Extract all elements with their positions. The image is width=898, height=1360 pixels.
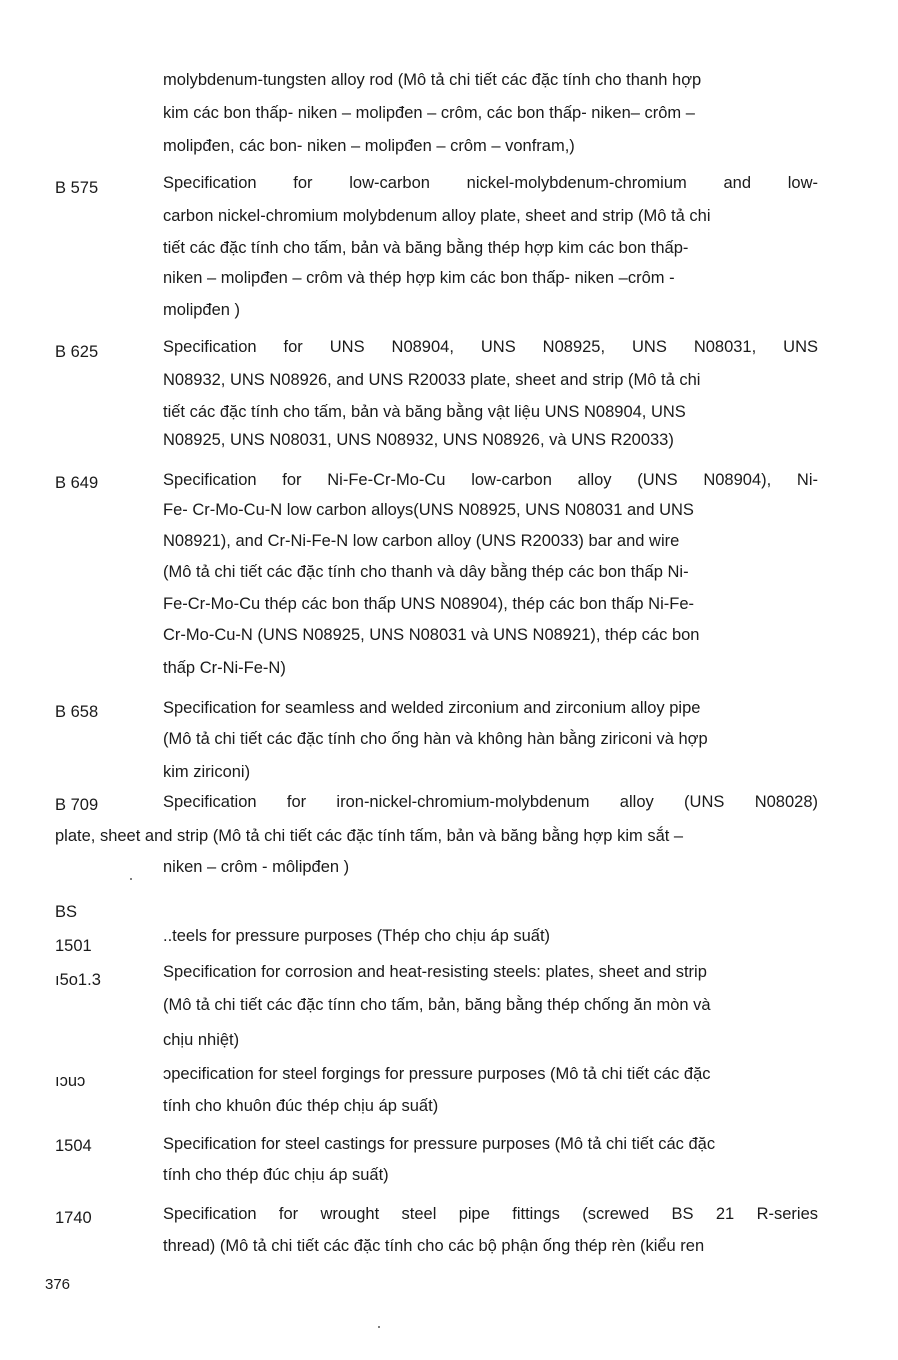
text-line: Specification for iron-nickel-chromium-molybdenum alloy (UNS N08028) <box>163 793 818 811</box>
standard-code-or-text-line: 1504 <box>55 1137 92 1155</box>
standard-code-or-text-line: 1740 <box>55 1209 92 1227</box>
text-line: N08925, UNS N08031, UNS N08932, UNS N08926, và UNS R20033) <box>163 431 674 449</box>
text-line: (Mô tả chi tiết các đặc tính cho thanh và dây bằng thép các bon thấp Ni- <box>163 563 689 581</box>
standard-code-or-text-line: B 658 <box>55 703 99 721</box>
text-line: molipđen ) <box>163 301 241 319</box>
standard-code-or-text-line: B 625 <box>55 343 99 361</box>
text-line: niken – molipđen – crôm và thép hợp kim các bon thấp- niken –crôm - <box>163 269 675 287</box>
text-line: thread) (Mô tả chi tiết các đặc tính cho các bộ phận ống thép rèn (kiểu ren <box>163 1237 705 1255</box>
text-line: Specification for corrosion and heat-resisting steels: plates, sheet and strip <box>163 963 707 981</box>
text-line: Specification for Ni-Fe-Cr-Mo-Cu low-carbon alloy (UNS N08904), Ni- <box>163 471 818 489</box>
standard-code-or-text-line: B 709 <box>55 796 99 814</box>
text-line: kim ziriconi) <box>163 763 251 781</box>
standard-code-or-text-line: B 575 <box>55 179 99 197</box>
text-line: ..teels for pressure purposes (Thép cho chịu áp suất) <box>163 927 551 945</box>
text-line: molybdenum-tungsten alloy rod (Mô tả chi tiết các đặc tính cho thanh hợp <box>163 71 702 89</box>
scan-speck <box>378 1326 380 1328</box>
standard-code-or-text-line: BS <box>55 903 78 921</box>
text-line: niken – crôm - môlipđen ) <box>163 858 350 876</box>
text-line: carbon nickel-chromium molybdenum alloy plate, sheet and strip (Mô tả chi <box>163 207 711 225</box>
text-line: Cr-Mo-Cu-N (UNS N08925, UNS N08031 và UNS N08921), thép các bon <box>163 626 700 644</box>
page-number: 376 <box>45 1276 71 1293</box>
standard-code-or-text-line: plate, sheet and strip (Mô tả chi tiết các đặc tính tấm, bản và băng bằng hợp kim sắt – <box>55 827 684 845</box>
scan-speck <box>130 878 132 880</box>
text-line: Specification for wrought steel pipe fittings (screwed BS 21 R-series <box>163 1205 818 1223</box>
text-line: Specification for steel castings for pressure purposes (Mô tả chi tiết các đặc <box>163 1135 716 1153</box>
text-line: Fe- Cr-Mo-Cu-N low carbon alloys(UNS N08925, UNS N08031 and UNS <box>163 501 694 519</box>
text-line: tiết các đặc tính cho tấm, bản và băng bằng thép hợp kim các bon thấp- <box>163 239 689 257</box>
text-line: thấp Cr-Ni-Fe-N) <box>163 659 286 677</box>
text-line: ɔpecification for steel forgings for pressure purposes (Mô tả chi tiết các đặc <box>163 1065 711 1083</box>
text-line: Specification for UNS N08904, UNS N08925, UNS N08031, UNS <box>163 338 818 356</box>
text-line: N08921), and Cr-Ni-Fe-N low carbon alloy (UNS R20033) bar and wire <box>163 532 680 550</box>
text-line: N08932, UNS N08926, and UNS R20033 plate, sheet and strip (Mô tả chi <box>163 371 701 389</box>
text-line: Specification for low-carbon nickel-molybdenum-chromium and low- <box>163 174 818 192</box>
text-line: kim các bon thấp- niken – molipđen – crôm, các bon thấp- niken– crôm – <box>163 104 695 122</box>
text-line: molipđen, các bon- niken – molipđen – crôm – vonfram,) <box>163 137 575 155</box>
text-line: tính cho khuôn đúc thép chịu áp suất) <box>163 1097 439 1115</box>
standard-code-or-text-line: ı5o1.3 <box>55 971 101 989</box>
text-line: (Mô tả chi tiết các đặc tính cho ống hàn và không hàn bằng ziriconi và hợp <box>163 730 708 748</box>
text-line: tính cho thép đúc chịu áp suất) <box>163 1166 389 1184</box>
text-line: tiết các đặc tính cho tấm, bản và băng bằng vật liệu UNS N08904, UNS <box>163 403 686 421</box>
text-line: chịu nhiệt) <box>163 1031 240 1049</box>
text-line: Specification for seamless and welded zirconium and zirconium alloy pipe <box>163 699 701 717</box>
standard-code-or-text-line: ıɔuɔ <box>55 1072 86 1090</box>
standard-code-or-text-line: B 649 <box>55 474 99 492</box>
standard-code-or-text-line: 1501 <box>55 937 92 955</box>
text-line: Fe-Cr-Mo-Cu thép các bon thấp UNS N08904), thép các bon thấp Ni-Fe- <box>163 595 694 613</box>
text-line: (Mô tả chi tiết các đặc tínn cho tấm, bản, băng bằng thép chống ăn mòn và <box>163 996 711 1014</box>
